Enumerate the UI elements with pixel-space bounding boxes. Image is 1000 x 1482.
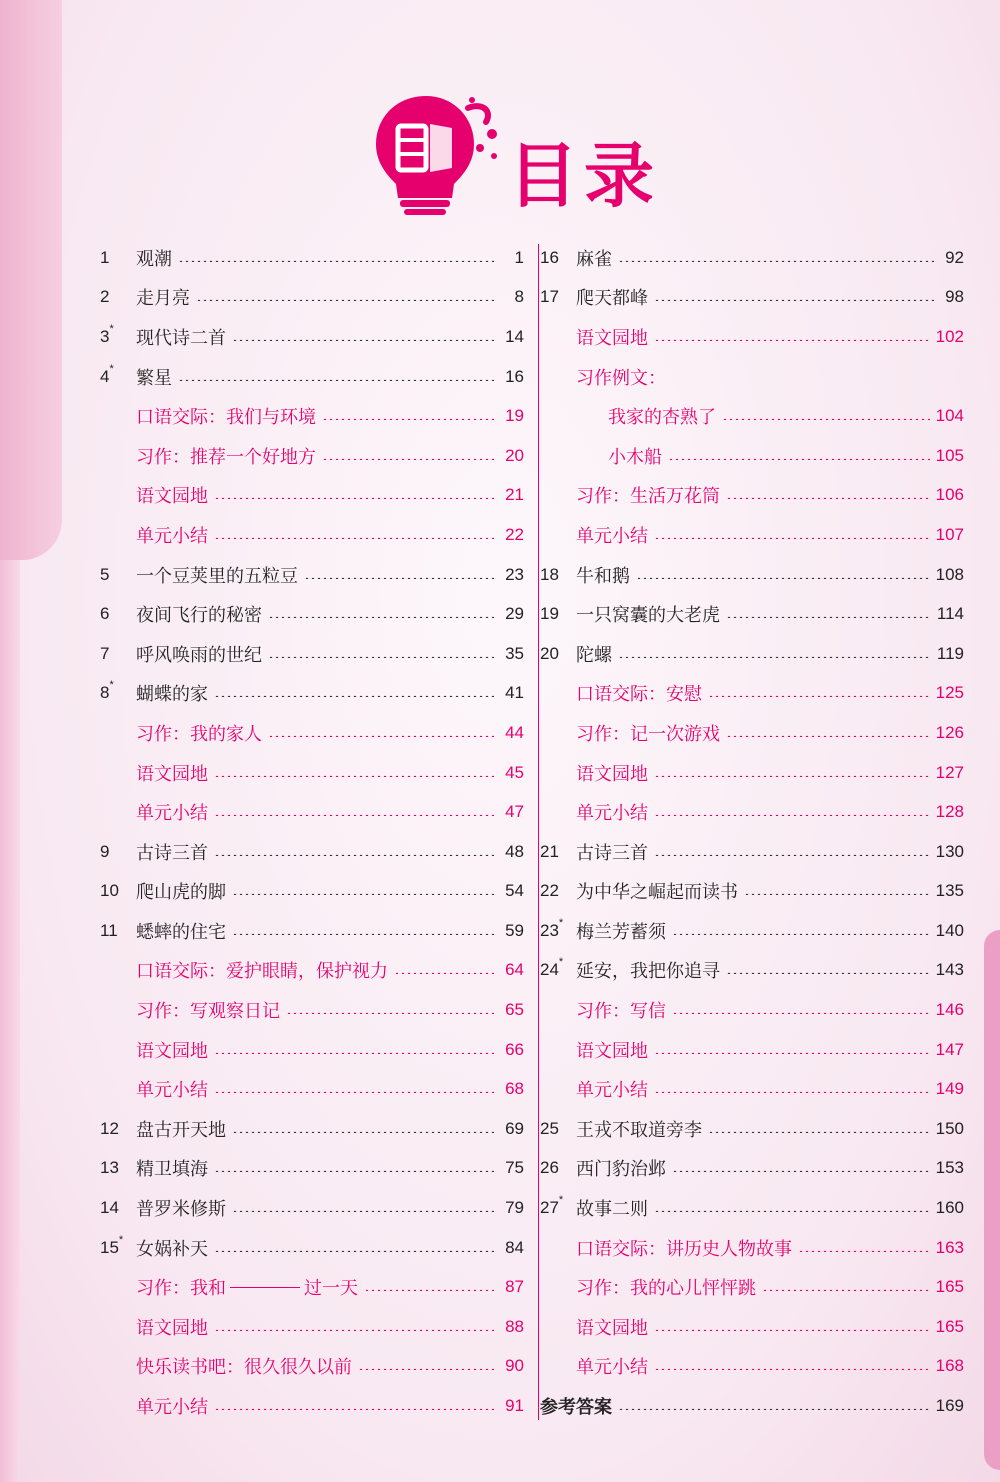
page-number: 91: [505, 1396, 524, 1416]
toc-entry[interactable]: [100, 1267, 524, 1307]
dot-leader: [214, 695, 494, 697]
entry-title: 精卫填海: [136, 1159, 208, 1181]
entry-title: 语文园地: [576, 1317, 648, 1339]
page-number: 165: [935, 1277, 964, 1297]
dot-leader: [672, 1170, 930, 1172]
entry-title: 现代诗二首: [136, 327, 226, 349]
dot-leader: [196, 299, 494, 301]
entry-title: 为中华之崛起而读书: [576, 882, 738, 904]
page-number: 22: [505, 524, 524, 544]
toc-entry[interactable]: [540, 713, 964, 753]
toc-entry[interactable]: [100, 436, 524, 476]
entry-title: 小木船: [608, 446, 662, 468]
entry-title: 呼风唤雨的世纪: [136, 644, 262, 666]
toc-entry[interactable]: [540, 594, 964, 634]
dot-leader: [618, 260, 934, 262]
dot-leader: [232, 1210, 494, 1212]
page-number: 87: [505, 1277, 524, 1297]
page-number: 140: [935, 920, 964, 940]
fill-in-blank: [230, 1287, 300, 1288]
lesson-number: 24 *: [540, 956, 564, 980]
page-number: 114: [936, 604, 964, 624]
page-number: 106: [935, 485, 964, 505]
dot-leader: [654, 854, 930, 856]
lesson-number: 4 *: [100, 362, 114, 386]
entry-title: 口语交际：安慰: [576, 684, 702, 706]
page-number: 75: [505, 1158, 524, 1178]
page-number: 8: [514, 287, 524, 307]
dot-leader: [654, 1368, 930, 1370]
dot-leader: [394, 972, 494, 974]
lesson-number: 10: [100, 881, 119, 901]
dot-leader: [214, 1408, 494, 1410]
dot-leader: [798, 1250, 930, 1252]
dot-leader: [232, 933, 494, 935]
lesson-number: 25: [540, 1118, 559, 1138]
dot-leader: [654, 775, 930, 777]
toc-entry[interactable]: [540, 832, 964, 872]
dot-leader: [636, 577, 930, 579]
entry-title: 单元小结: [136, 1397, 208, 1419]
toc-entry[interactable]: [540, 634, 964, 674]
toc-entry[interactable]: [100, 555, 524, 595]
toc-entry[interactable]: [540, 436, 964, 476]
toc-entry[interactable]: [100, 1149, 524, 1189]
page-number: 35: [505, 643, 524, 663]
lesson-number: 19: [540, 604, 559, 624]
toc-entry[interactable]: [100, 1386, 524, 1426]
star-mark: *: [118, 1233, 124, 1246]
toc-entry[interactable]: [100, 1109, 524, 1149]
lesson-number: 15 *: [100, 1233, 124, 1257]
entry-title: 陀螺: [576, 644, 612, 666]
page-number: 168: [935, 1356, 964, 1376]
page-number: 44: [505, 722, 524, 742]
dot-leader: [214, 1250, 494, 1252]
toc-entry[interactable]: [100, 1347, 524, 1387]
entry-title: [136, 1274, 358, 1300]
entry-title: 语文园地: [576, 327, 648, 349]
toc-entry[interactable]: [100, 990, 524, 1030]
toc-entry[interactable]: [540, 872, 964, 912]
entry-title: 单元小结: [136, 525, 208, 547]
toc-entry[interactable]: [100, 1030, 524, 1070]
dot-leader: [654, 299, 934, 301]
page-number: 128: [935, 802, 964, 822]
lesson-number: 12: [100, 1118, 119, 1138]
lesson-number: 11: [100, 920, 118, 940]
toc-entry[interactable]: [100, 951, 524, 991]
toc-entry[interactable]: [100, 594, 524, 634]
page-number: 104: [935, 406, 964, 426]
page-number: 16: [505, 366, 524, 386]
star-mark: *: [558, 1194, 564, 1207]
dot-leader: [726, 616, 931, 618]
star-mark: *: [558, 916, 564, 929]
lesson-number: 8 *: [100, 679, 114, 703]
entry-title: 蝴蝶的家: [136, 684, 208, 706]
page-number: 160: [935, 1198, 964, 1218]
toc-entry[interactable]: [540, 555, 964, 595]
dot-leader: [214, 1091, 494, 1093]
dot-leader: [726, 735, 930, 737]
page-number: 59: [505, 920, 524, 940]
entry-title: 口语交际：爱护眼睛，保护视力: [136, 961, 388, 983]
entry-title: 习作：我的家人: [136, 723, 262, 745]
toc-entry[interactable]: [540, 1267, 964, 1307]
toc-entry[interactable]: [540, 515, 964, 555]
lesson-number: 26: [540, 1158, 559, 1178]
entry-title: 口语交际：讲历史人物故事: [576, 1238, 792, 1260]
dot-leader: [214, 1329, 494, 1331]
entry-title: 单元小结: [576, 803, 648, 825]
lesson-number: 22: [540, 881, 559, 901]
lesson-number: 7: [100, 643, 110, 663]
dot-leader: [178, 260, 494, 262]
star-mark: *: [109, 322, 114, 335]
entry-title: 蟋蟀的住宅: [136, 921, 226, 943]
toc-entry[interactable]: [540, 317, 964, 357]
dot-leader: [304, 577, 494, 579]
entry-title: 语文园地: [136, 1040, 208, 1062]
page-number: 143: [935, 960, 964, 980]
entry-title: 故事二则: [576, 1199, 648, 1221]
entry-title: 习作例文：: [576, 367, 666, 389]
entry-title: 单元小结: [136, 1080, 208, 1102]
dot-leader: [214, 814, 494, 816]
lesson-number: 13: [100, 1158, 119, 1178]
entry-title: 口语交际：我们与环境: [136, 407, 316, 429]
entry-title: 牛和鹅: [576, 565, 630, 587]
lesson-number: 2: [100, 287, 110, 307]
dot-leader: [654, 537, 930, 539]
lesson-number: 6: [100, 604, 110, 624]
star-mark: *: [109, 362, 114, 375]
entry-title: 繁星: [136, 367, 172, 389]
lesson-number: 14: [100, 1198, 119, 1218]
page-number: 68: [505, 1079, 524, 1099]
entry-title: 女娲补天: [136, 1238, 208, 1260]
lesson-number: 3 *: [100, 322, 114, 346]
toc-entry[interactable]: [540, 476, 964, 516]
entry-title: 王戎不取道旁李: [576, 1119, 702, 1141]
entry-title: 语文园地: [136, 486, 208, 508]
page-number: 149: [935, 1079, 964, 1099]
entry-title: 语文园地: [136, 763, 208, 785]
toc-entry[interactable]: [100, 396, 524, 436]
toc-entry[interactable]: [540, 1386, 964, 1426]
toc-entry[interactable]: [100, 1228, 524, 1268]
toc-entry[interactable]: [540, 1228, 964, 1268]
lesson-number: 18: [540, 564, 559, 584]
dot-leader: [708, 1131, 930, 1133]
toc-entry[interactable]: [540, 278, 964, 318]
entry-title: 习作：推荐一个好地方: [136, 446, 316, 468]
toc-entry[interactable]: [540, 1347, 964, 1387]
page-number: 64: [505, 960, 524, 980]
toc-entry[interactable]: [540, 396, 964, 436]
header: [0, 0, 1000, 240]
toc-entry[interactable]: [540, 357, 964, 397]
page-number: 153: [935, 1158, 964, 1178]
page-number: 127: [935, 762, 964, 782]
entry-title: 古诗三首: [576, 842, 648, 864]
page-number: 48: [505, 841, 524, 861]
lesson-number: 16: [540, 247, 559, 267]
dot-leader: [618, 656, 931, 658]
page-number: 23: [505, 564, 524, 584]
toc-entry[interactable]: [540, 674, 964, 714]
page-number: 98: [945, 287, 964, 307]
entry-title: 西门豹治邺: [576, 1159, 666, 1181]
dot-leader: [268, 656, 494, 658]
lesson-number: 20: [540, 643, 559, 663]
dot-leader: [178, 379, 494, 381]
lesson-number: 23 *: [540, 916, 564, 940]
page-number: 47: [505, 802, 524, 822]
page-number: 90: [505, 1356, 524, 1376]
star-mark: *: [109, 679, 114, 692]
entry-title: 习作：写信: [576, 1001, 666, 1023]
dot-leader: [232, 339, 494, 341]
toc-entry[interactable]: [100, 634, 524, 674]
dot-leader: [654, 1052, 930, 1054]
column-divider: [538, 244, 539, 1420]
right-edge-tab: [984, 930, 1000, 1470]
page-number: 1: [514, 247, 524, 267]
lesson-number: 17: [540, 287, 559, 307]
dot-leader: [214, 1170, 494, 1172]
toc-entry[interactable]: [100, 1307, 524, 1347]
page-number: 105: [935, 445, 964, 465]
dot-leader: [726, 972, 930, 974]
page-number: 84: [505, 1237, 524, 1257]
lesson-number: 9: [100, 841, 110, 861]
entry-title: 一个豆荚里的五粒豆: [136, 565, 298, 587]
dot-leader: [722, 418, 930, 420]
page-number: 54: [505, 881, 524, 901]
dot-leader: [268, 735, 494, 737]
toc-entry[interactable]: [100, 674, 524, 714]
page-number: 65: [505, 1000, 524, 1020]
dot-leader: [744, 893, 930, 895]
left-decorative-strip: [0, 560, 20, 1482]
entry-title: 梅兰芳蓄须: [576, 921, 666, 943]
page-number: 69: [505, 1118, 524, 1138]
page-number: 150: [935, 1118, 964, 1138]
entry-title: 单元小结: [136, 803, 208, 825]
entry-title: 单元小结: [576, 1080, 648, 1102]
dot-leader: [322, 458, 494, 460]
page-number: 107: [935, 524, 964, 544]
page-title: 目录: [508, 135, 660, 217]
dot-leader: [214, 497, 494, 499]
page-number: 169: [935, 1396, 964, 1416]
entry-title: 习作：记一次游戏: [576, 723, 720, 745]
dot-leader: [654, 1210, 930, 1212]
page-number: 92: [945, 247, 964, 267]
toc-entry[interactable]: [100, 476, 524, 516]
entry-title: 语文园地: [576, 1040, 648, 1062]
toc-entry[interactable]: [100, 872, 524, 912]
page-number: 14: [505, 326, 524, 346]
dot-leader: [364, 1289, 494, 1291]
toc-entry[interactable]: [100, 515, 524, 555]
lightbulb-book-icon: [368, 88, 508, 218]
entry-title: 快乐读书吧：很久很久以前: [136, 1357, 352, 1379]
toc-entry[interactable]: [100, 1188, 524, 1228]
toc-entry[interactable]: [540, 1069, 964, 1109]
dot-leader: [232, 1131, 494, 1133]
lesson-number: 5: [100, 564, 110, 584]
page-number: 102: [935, 326, 964, 346]
dot-leader: [214, 775, 494, 777]
entry-title: 爬山虎的脚: [136, 882, 226, 904]
lesson-number: 21: [540, 841, 559, 861]
star-mark: *: [558, 956, 564, 969]
entry-title-part: 习作：我和: [136, 1278, 226, 1300]
page-number: 88: [505, 1316, 524, 1336]
toc-entry[interactable]: [540, 1188, 964, 1228]
lesson-number: 27 *: [540, 1194, 564, 1218]
dot-leader: [214, 537, 494, 539]
entry-title: 语文园地: [576, 763, 648, 785]
dot-leader: [672, 933, 930, 935]
entry-title: 夜间飞行的秘密: [136, 605, 262, 627]
lesson-number: 1: [100, 247, 110, 267]
toc-entry[interactable]: [540, 1109, 964, 1149]
page-number: 130: [935, 841, 964, 861]
toc-entry[interactable]: [100, 1069, 524, 1109]
toc-entry[interactable]: [100, 792, 524, 832]
toc-entry[interactable]: [100, 357, 524, 397]
entry-title: 参考答案: [540, 1397, 612, 1419]
entry-title: 习作：我的心儿怦怦跳: [576, 1278, 756, 1300]
toc-entry[interactable]: [540, 911, 964, 951]
toc-entry[interactable]: [540, 238, 964, 278]
page-number: 146: [935, 1000, 964, 1020]
entry-title: 麻雀: [576, 248, 612, 270]
dot-leader: [214, 1052, 494, 1054]
entry-title: 单元小结: [576, 525, 648, 547]
dot-leader: [654, 814, 930, 816]
toc-entry[interactable]: [540, 792, 964, 832]
toc-entry[interactable]: [540, 1149, 964, 1189]
page-number: 45: [505, 762, 524, 782]
dot-leader: [358, 1368, 494, 1370]
dot-leader: [618, 1408, 930, 1410]
entry-title: 延安，我把你追寻: [576, 961, 720, 983]
dot-leader: [214, 854, 494, 856]
dot-leader: [726, 497, 930, 499]
entry-title-part: 过一天: [304, 1278, 358, 1300]
toc-entry[interactable]: [540, 1307, 964, 1347]
toc-entry[interactable]: [540, 753, 964, 793]
dot-leader: [232, 893, 494, 895]
entry-title: 走月亮: [136, 288, 190, 310]
page-number: 79: [505, 1198, 524, 1218]
entry-title: 一只窝囊的大老虎: [576, 605, 720, 627]
page-number: 119: [936, 643, 964, 663]
entry-title: 习作：写观察日记: [136, 1001, 280, 1023]
toc-entry[interactable]: [100, 713, 524, 753]
toc-entry[interactable]: [100, 832, 524, 872]
dot-leader: [654, 339, 930, 341]
dot-leader: [762, 1289, 930, 1291]
toc-left-column: [100, 238, 524, 1426]
page-number: 125: [935, 683, 964, 703]
page-number: 20: [505, 445, 524, 465]
dot-leader: [708, 695, 930, 697]
dot-leader: [268, 616, 494, 618]
dot-leader: [286, 1012, 494, 1014]
page-number: 19: [505, 406, 524, 426]
toc-entry[interactable]: [100, 753, 524, 793]
toc-entry[interactable]: [540, 990, 964, 1030]
page-number: 126: [935, 722, 964, 742]
page-number: 41: [505, 683, 524, 703]
dot-leader: [654, 1091, 930, 1093]
dot-leader: [322, 418, 494, 420]
entry-title: 古诗三首: [136, 842, 208, 864]
entry-title: 爬天都峰: [576, 288, 648, 310]
toc-entry[interactable]: [100, 911, 524, 951]
toc-right-column: [540, 238, 964, 1426]
entry-title: 单元小结: [576, 1357, 648, 1379]
page-number: 165: [935, 1316, 964, 1336]
page-number: 147: [935, 1039, 964, 1059]
page-number: 21: [505, 485, 524, 505]
page-number: 108: [935, 564, 964, 584]
entry-title: 语文园地: [136, 1317, 208, 1339]
page-number: 163: [935, 1237, 964, 1257]
page-number: 29: [505, 604, 524, 624]
entry-title: 习作：生活万花筒: [576, 486, 720, 508]
entry-title: 盘古开天地: [136, 1119, 226, 1141]
toc-entry[interactable]: [540, 951, 964, 991]
dot-leader: [668, 458, 930, 460]
entry-title: 观潮: [136, 248, 172, 270]
entry-title: 我家的杏熟了: [608, 407, 716, 429]
dot-leader: [672, 1012, 930, 1014]
dot-leader: [654, 1329, 930, 1331]
entry-title: 普罗米修斯: [136, 1199, 226, 1221]
page-number: 66: [505, 1039, 524, 1059]
toc-entry[interactable]: [100, 278, 524, 318]
toc-entry[interactable]: [100, 317, 524, 357]
toc-entry[interactable]: [540, 1030, 964, 1070]
toc-entry[interactable]: [100, 238, 524, 278]
page-number: 135: [935, 881, 964, 901]
